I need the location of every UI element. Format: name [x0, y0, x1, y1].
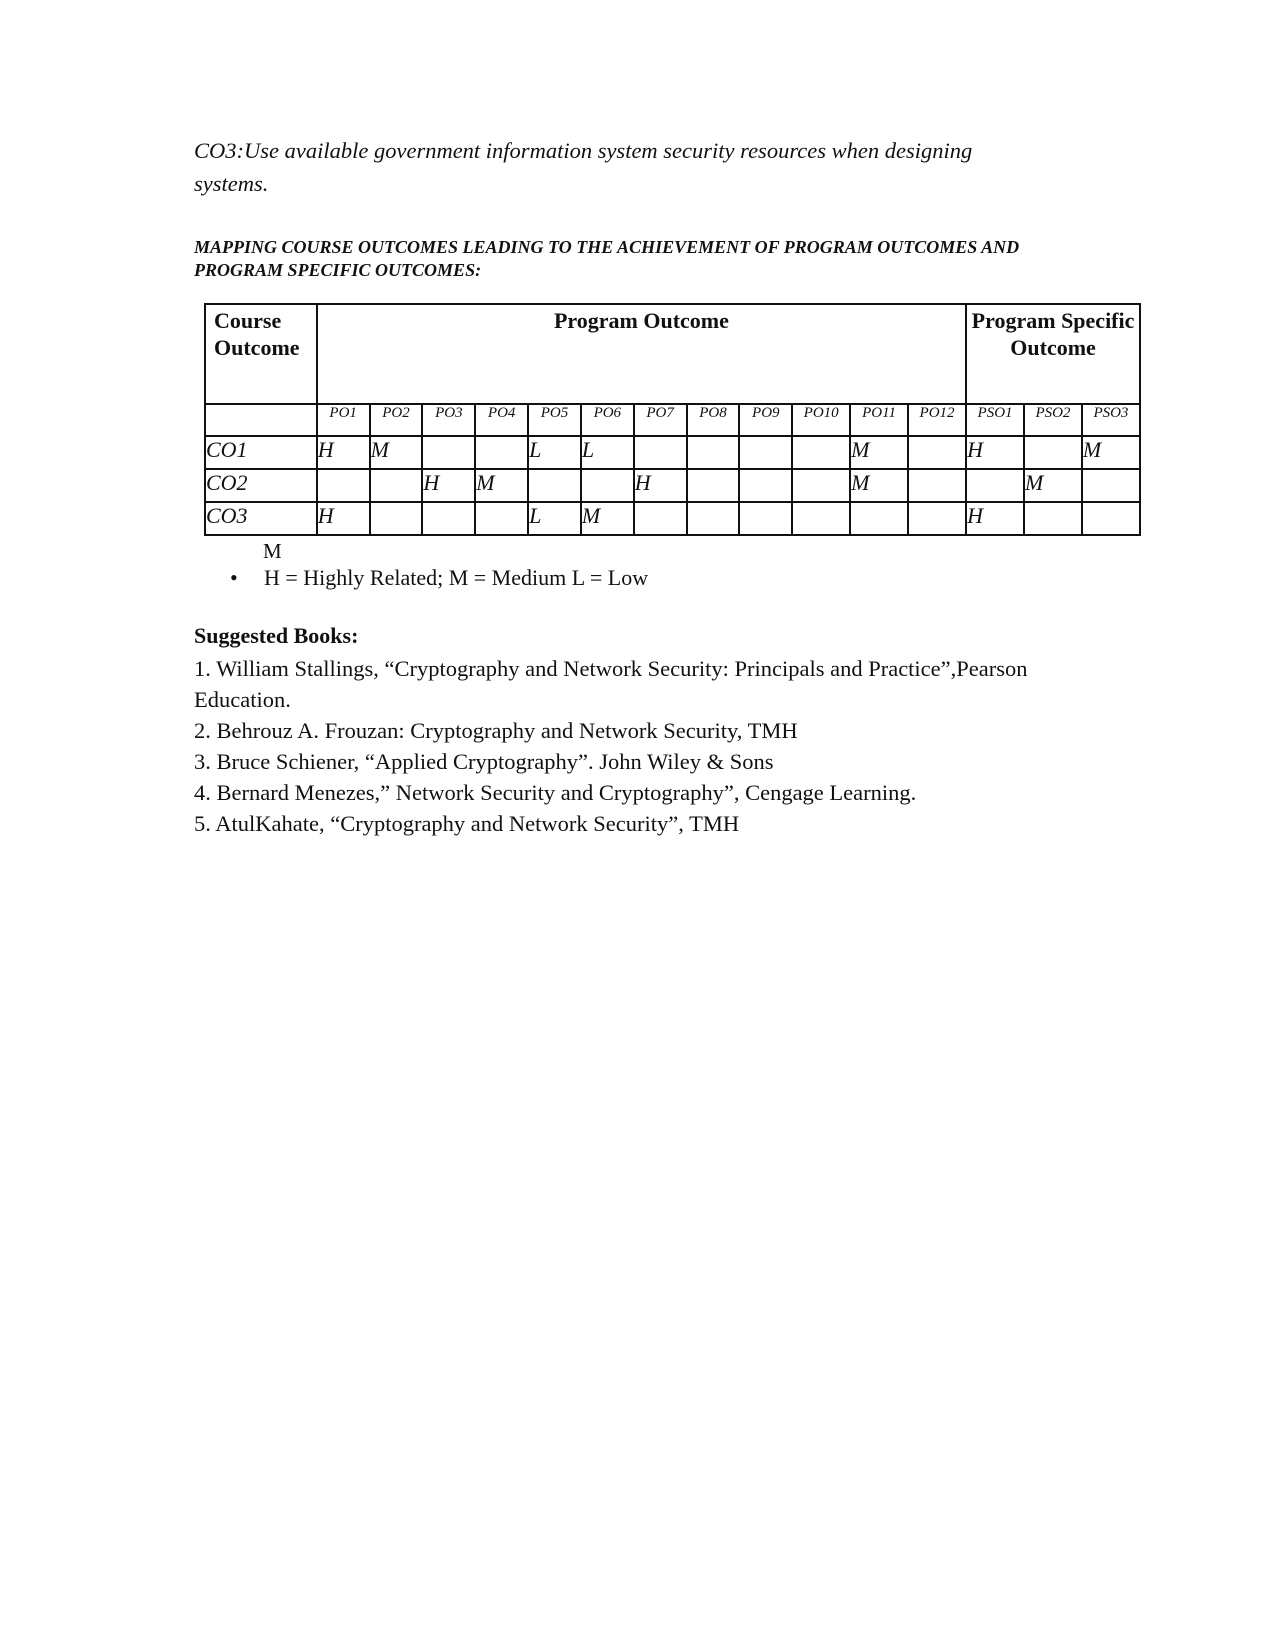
column-header-row	[205, 404, 1140, 436]
table-cell: M	[1082, 436, 1140, 469]
list-item: 2. Behrouz A. Frouzan: Cryptography and Network Security, TMH	[194, 718, 798, 743]
column-header: PO12	[908, 404, 966, 436]
table-cell	[1024, 436, 1082, 469]
column-header: PO7	[634, 404, 687, 436]
column-header: PSO3	[1082, 404, 1140, 436]
column-header: PO5	[528, 404, 581, 436]
list-item: 4. Bernard Menezes,” Network Security and Cryptography”, Cengage Learning.	[194, 780, 917, 805]
co3-statement: CO3:Use available government information system security resources when designing systems.	[194, 138, 973, 196]
table-cell	[687, 502, 740, 535]
legend	[230, 565, 648, 591]
table-row	[205, 436, 1140, 469]
column-header: PSO2	[1024, 404, 1082, 436]
program-outcome-header: Program Outcome	[317, 304, 966, 404]
table-cell	[370, 502, 423, 535]
table-cell	[687, 469, 740, 502]
column-header: PO10	[792, 404, 850, 436]
table-cell	[1024, 502, 1082, 535]
table-cell: L	[581, 436, 634, 469]
list-item: 1. William Stallings, “Cryptography and Network Security: Principals and Practice”,Pearson Education.	[194, 656, 1028, 712]
table-cell	[634, 502, 687, 535]
table-cell	[687, 436, 740, 469]
table-cell	[908, 436, 966, 469]
suggested-books-heading: Suggested Books:	[194, 623, 359, 648]
table-cell	[581, 469, 634, 502]
table-cell: H	[317, 436, 370, 469]
table-cell: M	[850, 469, 908, 502]
column-header: PO6	[581, 404, 634, 436]
column-header: PO1	[317, 404, 370, 436]
bullet-icon: •	[230, 565, 238, 590]
table-cell	[739, 469, 792, 502]
table-cell: M	[475, 469, 528, 502]
stray-letter: M	[263, 539, 282, 563]
table-cell	[317, 469, 370, 502]
table-cell	[422, 436, 475, 469]
table-cell	[422, 502, 475, 535]
row-label: CO2	[205, 469, 317, 502]
table-cell	[475, 502, 528, 535]
column-header: PO8	[687, 404, 740, 436]
table-cell	[850, 502, 908, 535]
legend-text: H = Highly Related; M = Medium L = Low	[264, 565, 649, 590]
table-cell	[1082, 502, 1140, 535]
table-cell	[370, 469, 423, 502]
table-cell	[1082, 469, 1140, 502]
table-cell	[739, 502, 792, 535]
column-header: PO9	[739, 404, 792, 436]
table-cell: H	[634, 469, 687, 502]
mapping-heading: MAPPING COURSE OUTCOMES LEADING TO THE ACHIEVEMENT OF PROGRAM OUTCOMES AND PROGRAM SPECIFIC OUTCOMES:	[194, 237, 1020, 280]
table-cell	[792, 469, 850, 502]
list-item: 5. AtulKahate, “Cryptography and Network Security”, TMH	[194, 811, 740, 836]
column-header: PSO1	[966, 404, 1024, 436]
books-list	[194, 653, 1074, 839]
table-cell: M	[370, 436, 423, 469]
table-cell: H	[422, 469, 475, 502]
table-cell	[792, 502, 850, 535]
table-cell	[528, 469, 581, 502]
table-cell	[739, 436, 792, 469]
table-cell: M	[581, 502, 634, 535]
table-cell: M	[850, 436, 908, 469]
table-cell: L	[528, 436, 581, 469]
table-cell: M	[1024, 469, 1082, 502]
table-cell	[908, 502, 966, 535]
column-header-empty	[205, 404, 317, 436]
table-cell	[908, 469, 966, 502]
column-header: PO4	[475, 404, 528, 436]
table-row	[205, 469, 1140, 502]
table-row	[205, 502, 1140, 535]
table-cell: H	[966, 502, 1024, 535]
table-cell: H	[317, 502, 370, 535]
list-item: 3. Bruce Schiener, “Applied Cryptography”. John Wiley & Sons	[194, 749, 774, 774]
table-cell	[475, 436, 528, 469]
column-header: PO11	[850, 404, 908, 436]
table-cell: H	[966, 436, 1024, 469]
mapping-table	[204, 303, 1141, 536]
program-specific-outcome-header: Program Specific Outcome	[966, 304, 1140, 404]
table-cell: L	[528, 502, 581, 535]
table-cell	[634, 436, 687, 469]
row-label: CO1	[205, 436, 317, 469]
course-outcome-header: Course Outcome	[205, 304, 317, 404]
column-header: PO2	[370, 404, 423, 436]
table-cell	[966, 469, 1024, 502]
row-label: CO3	[205, 502, 317, 535]
column-header: PO3	[422, 404, 475, 436]
table-cell	[792, 436, 850, 469]
